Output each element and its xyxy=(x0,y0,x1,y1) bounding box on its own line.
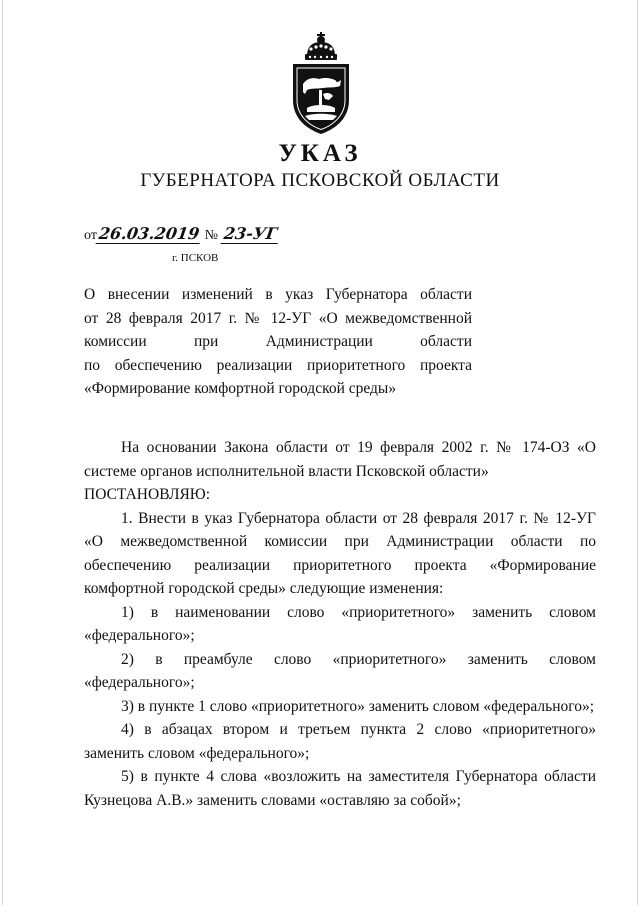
item-1-paragraph: 1. Внести в указ Губернатора области от 28 февраля 2017 г. № 12-УГ «О межведомственной комиссии при Администрации области по обеспечению реализации приоритетного проекта «Формирование комфортной городской среды» следующие изменения: xyxy=(84,509,596,597)
document-issuer: ГУБЕРНАТОРА ПСКОВСКОЙ ОБЛАСТИ xyxy=(140,170,500,191)
document-title: УКАЗ xyxy=(278,140,362,167)
scan-edge-right xyxy=(637,0,638,905)
subject-line: от 28 февраля 2017 г. № 12-УГ «О межведомственной xyxy=(84,309,472,327)
subject-line: по обеспечению реализации приоритетного проекта xyxy=(84,356,472,374)
number-label: № xyxy=(204,228,218,243)
subject-line: комиссии при Администрации области xyxy=(84,333,472,350)
decree-word: ПОСТАНОВЛЯЮ: xyxy=(84,486,211,503)
subitem-5: 5) в пункте 4 слова «возложить на заместителя Губернатора области Кузнецова А.В.» заменить словами «оставляю за собой»; xyxy=(84,768,596,809)
handwritten-date: 26.03.2019 xyxy=(96,224,203,244)
city-label: г. ПСКОВ xyxy=(172,252,219,264)
preamble-paragraph: На основании Закона области от 19 февраля 2002 г. № 174-ОЗ «О системе органов исполнительной власти Псковской области» xyxy=(84,439,596,480)
document-subject xyxy=(84,283,472,401)
scan-edge-left xyxy=(2,0,3,905)
subitem-2: 2) в преамбуле слово «приоритетного» заменить словом «федерального»; xyxy=(84,650,596,691)
subject-line: «Формирование комфортной городской среды» xyxy=(84,380,397,397)
pskov-coat-of-arms-icon xyxy=(283,30,359,136)
subitem-1: 1) в наименовании слово «приоритетного» заменить словом «федерального»; xyxy=(84,603,596,644)
subitem-4: 4) в абзацах втором и третьем пункта 2 слово «приоритетного» заменить словом «федерального»; xyxy=(84,721,596,762)
date-number-line xyxy=(84,224,278,244)
handwritten-number: 23-УГ xyxy=(220,224,280,244)
document-body xyxy=(84,436,596,812)
subject-line: О внесении изменений в указ Губернатора области xyxy=(84,286,472,303)
subitem-3: 3) в пункте 1 слово «приоритетного» заменить словом «федерального»; xyxy=(121,697,595,715)
from-label: от xyxy=(84,228,97,243)
